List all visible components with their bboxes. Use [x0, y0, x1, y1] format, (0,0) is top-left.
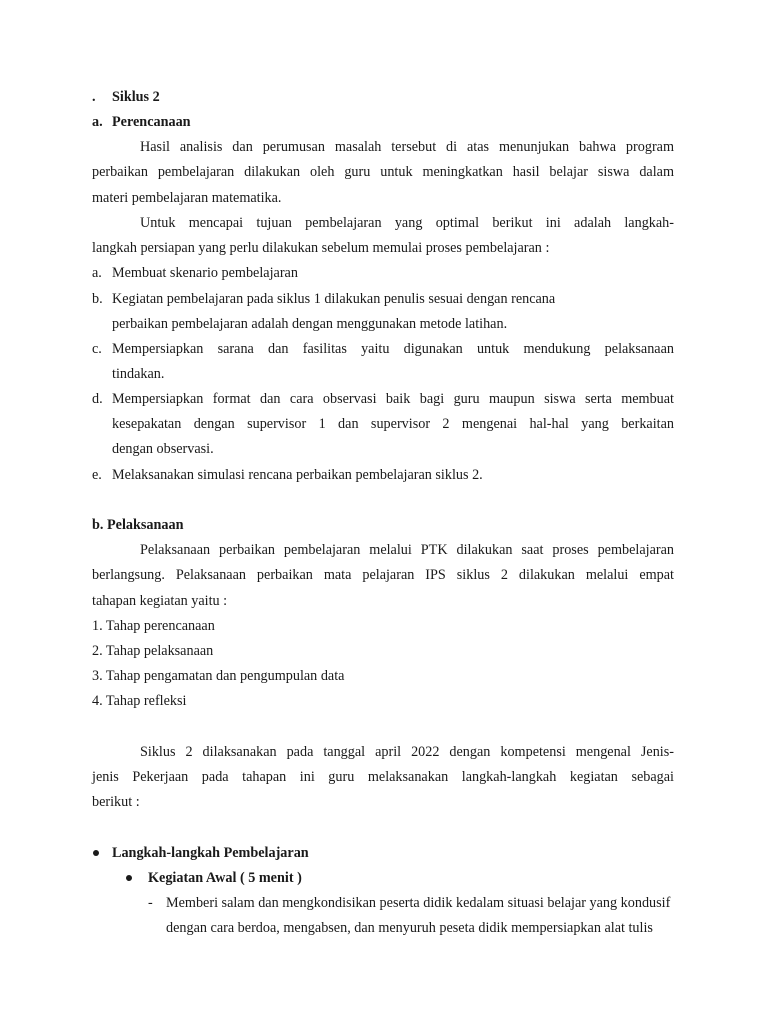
list-item-marker: a. [92, 265, 102, 281]
paragraph-line: perbaikan pembelajaran dilakukan oleh guru untuk meningkatkan hasil belajar siswa dalam [92, 164, 674, 180]
dash-marker: - [148, 895, 153, 911]
step-item: 1. Tahap perencanaan [92, 618, 215, 634]
list-item: kesepakatan dengan supervisor 1 dan supervisor 2 mengenai hal-hal yang berkaitan [112, 416, 674, 432]
cycle-title: Siklus 2 [112, 89, 160, 105]
list-item: tindakan. [112, 366, 165, 382]
list-item: Mempersiapkan sarana dan fasilitas yaitu digunakan untuk mendukung pelaksanaan [112, 341, 674, 357]
paragraph-line: langkah persiapan yang perlu dilakukan sebelum memulai proses pembelajaran : [92, 240, 550, 256]
dash-item: dengan cara berdoa, mengabsen, dan menyuruh peseta didik mempersiapkan alat tulis [166, 920, 653, 936]
list-item: Membuat skenario pembelajaran [112, 265, 298, 281]
step-item: 2. Tahap pelaksanaan [92, 643, 214, 659]
paragraph-line: Siklus 2 dilaksanakan pada tanggal april 2022 dengan kompetensi mengenal Jenis- [140, 744, 674, 760]
dash-item: Memberi salam dan mengkondisikan peserta didik kedalam situasi belajar yang kondusif [166, 895, 671, 911]
section-b-title: b. Pelaksanaan [92, 517, 184, 533]
list-item-marker: c. [92, 341, 102, 357]
list-item-marker: b. [92, 291, 103, 307]
paragraph-line: materi pembelajaran matematika. [92, 190, 282, 206]
paragraph-line: tahapan kegiatan yaitu : [92, 593, 228, 609]
step-item: 4. Tahap refleksi [92, 693, 187, 709]
paragraph-line: berikut : [92, 794, 140, 810]
bullet-heading: Langkah-langkah Pembelajaran [112, 845, 309, 861]
list-item: Melaksanakan simulasi rencana perbaikan pembelajaran siklus 2. [112, 467, 483, 483]
bullet-icon [126, 875, 132, 881]
cycle-marker: . [92, 89, 96, 105]
paragraph-line: Untuk mencapai tujuan pembelajaran yang optimal berikut ini adalah langkah- [140, 215, 674, 231]
list-item-marker: e. [92, 467, 102, 483]
bullet-icon [93, 850, 99, 856]
section-a-title: Perencanaan [112, 114, 191, 130]
list-item-marker: d. [92, 391, 103, 407]
sub-bullet-heading: Kegiatan Awal ( 5 menit ) [148, 870, 302, 886]
list-item: Mempersiapkan format dan cara observasi baik bagi guru maupun siswa serta membuat [112, 391, 674, 407]
paragraph-line: jenis Pekerjaan pada tahapan ini guru melaksanakan langkah-langkah kegiatan sebagai [92, 769, 674, 785]
paragraph-line: Pelaksanaan perbaikan pembelajaran melalui PTK dilakukan saat proses pembelajaran [140, 542, 674, 558]
list-item: dengan observasi. [112, 441, 214, 457]
paragraph-line: berlangsung. Pelaksanaan perbaikan mata pelajaran IPS siklus 2 dilakukan melalui empat [92, 567, 674, 583]
section-a-marker: a. [92, 114, 103, 130]
step-item: 3. Tahap pengamatan dan pengumpulan data [92, 668, 345, 684]
list-item: perbaikan pembelajaran adalah dengan menggunakan metode latihan. [112, 316, 508, 332]
paragraph-line: Hasil analisis dan perumusan masalah tersebut di atas menunjukan bahwa program [140, 139, 674, 155]
list-item: Kegiatan pembelajaran pada siklus 1 dilakukan penulis sesuai dengan rencana [112, 291, 556, 307]
